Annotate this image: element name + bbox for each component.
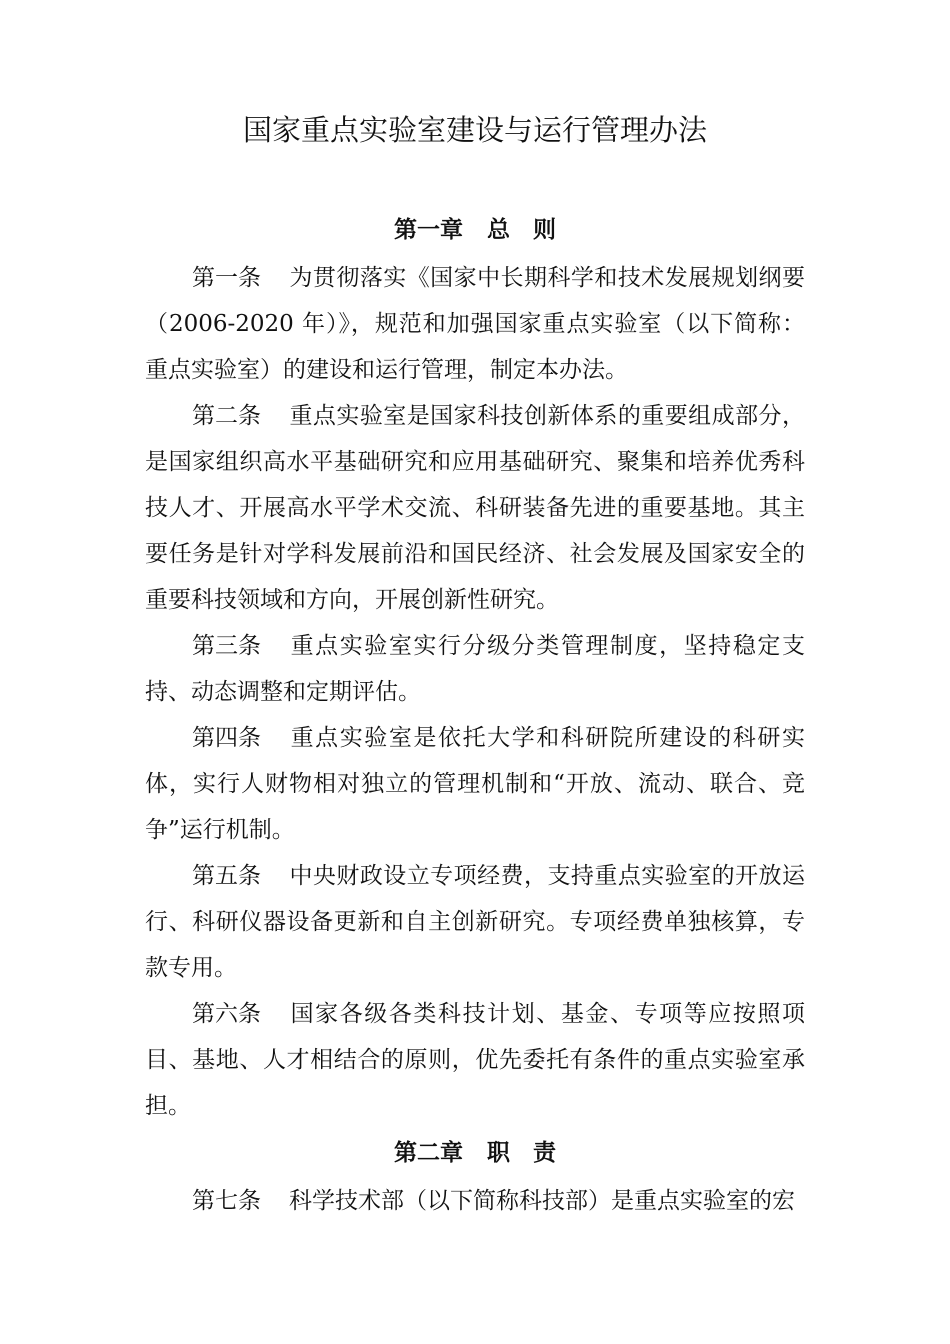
article-1 <box>145 255 805 393</box>
article-text: 为贯彻落实《国家中长期科学和技术发展规划纲要（2006-2020 年）》，规范和加强国家重点实验室（以下简称：重点实验室）的建设和运行管理，制定本办法。 <box>145 265 805 383</box>
chapter-label: 第二章 <box>394 1139 463 1166</box>
article-2 <box>145 393 805 623</box>
article-text: 中央财政设立专项经费，支持重点实验室的开放运行、科研仪器设备更新和自主创新研究。专项经费单独核算，专款专用。 <box>145 863 805 981</box>
article-text: 科学技术部（以下简称科技部）是重点实验室的宏 <box>289 1188 795 1214</box>
article-number: 第五条 <box>192 863 261 889</box>
chapter-heading-1 <box>0 210 950 250</box>
article-text: 国家各级各类科技计划、基金、专项等应按照项目、基地、人才相结合的原则，优先委托有条件的重点实验室承担。 <box>145 1001 805 1119</box>
chapter-name: 总 则 <box>487 216 556 243</box>
chapter-label: 第一章 <box>394 216 463 243</box>
article-7 <box>145 1178 805 1224</box>
article-text: 重点实验室实行分级分类管理制度，坚持稳定支持、动态调整和定期评估。 <box>145 633 805 705</box>
article-text: 重点实验室是国家科技创新体系的重要组成部分，是国家组织高水平基础研究和应用基础研究、聚集和培养优秀科技人才、开展高水平学术交流、科研装备先进的重要基地。其主要任务是针对学科发展前沿和国民经济、社会发展及国家安全的重要科技领域和方向，开展创新性研究。 <box>145 403 805 613</box>
article-number: 第四条 <box>192 725 261 751</box>
article-6 <box>145 991 805 1129</box>
article-text: 重点实验室是依托大学和科研院所建设的科研实体，实行人财物相对独立的管理机制和“开放、流动、联合、竞争”运行机制。 <box>145 725 805 843</box>
article-number: 第三条 <box>192 633 261 659</box>
article-number: 第二条 <box>192 403 261 429</box>
chapter-heading-2 <box>0 1133 950 1173</box>
article-number: 第七条 <box>192 1188 261 1214</box>
document-title: 国家重点实验室建设与运行管理办法 <box>242 113 707 147</box>
article-5 <box>145 853 805 991</box>
article-number: 第一条 <box>192 265 261 291</box>
article-4 <box>145 715 805 853</box>
article-number: 第六条 <box>192 1001 261 1027</box>
chapter-name: 职 责 <box>487 1139 556 1166</box>
article-3 <box>145 623 805 715</box>
